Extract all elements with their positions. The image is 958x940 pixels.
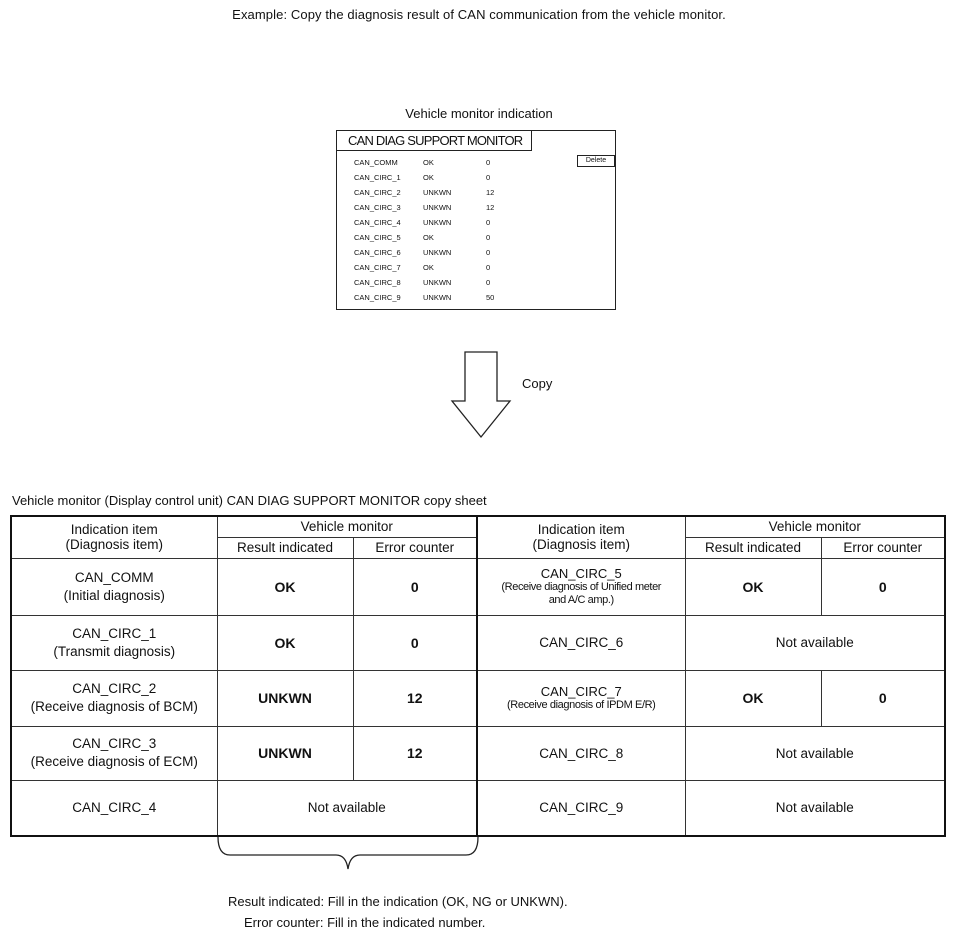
monitor-result: OK	[423, 233, 434, 242]
monitor-count: 12	[486, 188, 495, 197]
monitor-result: UNKWN	[423, 278, 452, 287]
indication-item-header: Indication item (Diagnosis item)	[477, 516, 685, 558]
monitor-result: UNKWN	[423, 293, 452, 302]
header-row	[11, 516, 945, 537]
copy-sheet-title: Vehicle monitor (Display control unit) CAN DIAG SUPPORT MONITOR copy sheet	[12, 493, 487, 508]
monitor-count: 50	[486, 293, 495, 302]
error-counter-cell: 12	[353, 670, 477, 726]
diagnosis-item: CAN_CIRC_9	[477, 780, 685, 836]
result-cell: UNKWN	[217, 726, 353, 780]
not-available-cell: Not available	[217, 780, 477, 836]
diagnosis-item: CAN_CIRC_6	[477, 615, 685, 670]
copy-sheet-table	[10, 515, 946, 837]
monitor-result: OK	[423, 158, 434, 167]
vehicle-monitor-caption: Vehicle monitor indication	[405, 106, 553, 121]
not-available-cell: Not available	[685, 780, 945, 836]
monitor-count: 0	[486, 248, 491, 257]
diagnosis-item: CAN_CIRC_2 (Receive diagnosis of BCM)	[11, 670, 217, 726]
vehicle-monitor-header: Vehicle monitor	[685, 516, 945, 537]
monitor-item: CAN_CIRC_8	[354, 278, 401, 287]
monitor-count: 0	[486, 263, 491, 272]
delete-button[interactable]: Delete	[577, 155, 615, 167]
error-counter-cell: 0	[821, 558, 945, 615]
monitor-title: CAN DIAG SUPPORT MONITOR	[337, 131, 532, 151]
monitor-result: UNKWN	[423, 248, 452, 257]
table-row	[11, 615, 945, 670]
copy-label: Copy	[522, 376, 553, 391]
monitor-count: 0	[486, 173, 491, 182]
vehicle-monitor-header: Vehicle monitor	[217, 516, 477, 537]
monitor-item: CAN_CIRC_9	[354, 293, 401, 302]
table-row	[11, 558, 945, 615]
table-row	[11, 670, 945, 726]
monitor-item: CAN_CIRC_7	[354, 263, 401, 272]
result-cell: OK	[217, 558, 353, 615]
monitor-item: CAN_CIRC_3	[354, 203, 401, 212]
diagnosis-item: CAN_CIRC_8	[477, 726, 685, 780]
result-indicated-note: Result indicated: Fill in the indication (OK, NG or UNKWN).	[228, 894, 568, 909]
monitor-result: OK	[423, 263, 434, 272]
diagnosis-item: CAN_CIRC_1 (Transmit diagnosis)	[11, 615, 217, 670]
error-counter-header: Error counter	[353, 537, 477, 558]
not-available-cell: Not available	[685, 615, 945, 670]
result-cell: UNKWN	[217, 670, 353, 726]
diagnosis-item: CAN_COMM (Initial diagnosis)	[11, 558, 217, 615]
error-counter-cell: 0	[353, 615, 477, 670]
monitor-result: OK	[423, 173, 434, 182]
monitor-count: 0	[486, 278, 491, 287]
monitor-result: UNKWN	[423, 203, 452, 212]
table-row	[11, 780, 945, 836]
indication-item-header: Indication item (Diagnosis item)	[11, 516, 217, 558]
monitor-result: UNKWN	[423, 188, 452, 197]
diagnosis-item: CAN_CIRC_3 (Receive diagnosis of ECM)	[11, 726, 217, 780]
result-cell: OK	[685, 558, 821, 615]
monitor-item: CAN_CIRC_4	[354, 218, 401, 227]
result-cell: OK	[217, 615, 353, 670]
monitor-item: CAN_CIRC_1	[354, 173, 401, 182]
curly-brace-icon	[216, 837, 480, 877]
diagnosis-item: CAN_CIRC_4	[11, 780, 217, 836]
monitor-count: 0	[486, 233, 491, 242]
vehicle-monitor-screen	[336, 130, 616, 310]
error-counter-note: Error counter: Fill in the indicated number.	[244, 915, 486, 930]
monitor-count: 0	[486, 158, 491, 167]
monitor-item: CAN_CIRC_5	[354, 233, 401, 242]
error-counter-cell: 0	[821, 670, 945, 726]
monitor-item: CAN_COMM	[354, 158, 398, 167]
error-counter-cell: 12	[353, 726, 477, 780]
monitor-item: CAN_CIRC_2	[354, 188, 401, 197]
monitor-result: UNKWN	[423, 218, 452, 227]
not-available-cell: Not available	[685, 726, 945, 780]
error-counter-cell: 0	[353, 558, 477, 615]
monitor-item: CAN_CIRC_6	[354, 248, 401, 257]
result-indicated-header: Result indicated	[217, 537, 353, 558]
monitor-count: 12	[486, 203, 495, 212]
table-row	[11, 726, 945, 780]
diagnosis-item: CAN_CIRC_7 (Receive diagnosis of IPDM E/R)	[477, 670, 685, 726]
monitor-count: 0	[486, 218, 491, 227]
error-counter-header: Error counter	[821, 537, 945, 558]
diagnosis-item: CAN_CIRC_5 (Receive diagnosis of Unified meter and A/C amp.)	[477, 558, 685, 615]
example-instruction: Example: Copy the diagnosis result of CAN communication from the vehicle monitor.	[232, 7, 726, 22]
down-arrow-icon	[450, 351, 512, 439]
result-indicated-header: Result indicated	[685, 537, 821, 558]
result-cell: OK	[685, 670, 821, 726]
